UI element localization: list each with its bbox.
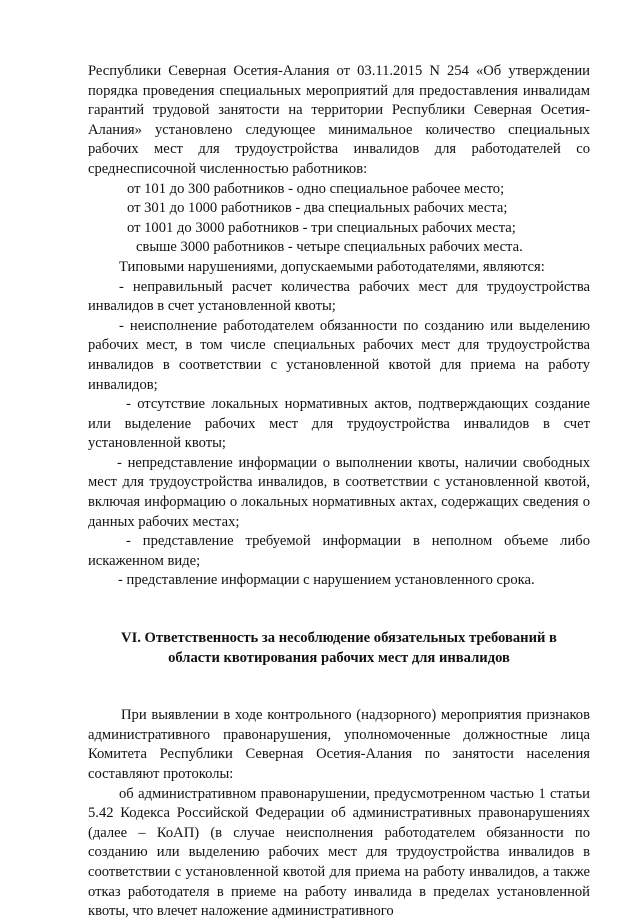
violation-item: - представление информации с нарушением установленного срока. <box>118 572 535 589</box>
quota-item: от 1001 до 3000 работников - три специальных рабочих места; <box>127 219 516 236</box>
violation-item: - отсутствие локальных нормативных актов, подтверждающих создание или выделение рабочих мест для трудоустройства инвалидов в счет установленной квоты; <box>88 396 590 452</box>
quota-item: от 301 до 1000 работников - два специальных рабочих места; <box>127 200 508 217</box>
section-heading: VI. Ответственность за несоблюдение обязательных требований в области квотирования рабочих мест для инвалидов <box>121 630 557 666</box>
violation-item: - представление требуемой информации в неполном объеме либо искаженном виде; <box>88 533 590 569</box>
violation-item: - неправильный расчет количества рабочих мест для трудоустройства инвалидов в счет установленной квоты; <box>88 278 590 315</box>
quota-item: свыше 3000 работников - четыре специальных рабочих места. <box>136 239 523 256</box>
violation-item: - непредставление информации о выполнении квоты, наличии свободных мест для трудоустройства инвалидов, в соответствии с установленной квотой, включая информацию о локальных нормативных актах, содержащих сведения о данных рабочих местах; <box>88 454 590 530</box>
body-paragraph: об административном правонарушении, предусмотренном частью 1 статьи 5.42 Кодекса Российской Федерации об административных правонарушениях (далее – КоАП) (в случае неисполнения работодателем обязанности по созданию или выделению рабочих мест для трудоустройства инвалидов в соответствии с установленной квотой для приема на работу инвалидов, а также отказ работодателя в приеме на работу инвалида в пределах установленной квоты, что влечет наложение административного <box>88 785 590 920</box>
violation-item: - неисполнение работодателем обязанности по созданию или выделению рабочих мест, в том числе специальных рабочих мест для трудоустройства инвалидов в соответствии с установленной квотой для приема на работу инвалидов; <box>88 317 590 393</box>
document-page <box>88 62 590 922</box>
intro-paragraph: Республики Северная Осетия-Алания от 03.11.2015 N 254 «Об утверждении порядка проведения специальных мероприятий для предоставления инвалидам гарантий трудовой занятости на территории Республики Северная Осетия-Алания» установлено следующее минимальное количество специальных рабочих мест для трудоустройства инвалидов для работодателей со среднесписочной численностью работников: <box>88 63 590 177</box>
violations-intro: Типовыми нарушениями, допускаемыми работодателями, являются: <box>119 258 545 275</box>
body-paragraph: При выявлении в ходе контрольного (надзорного) мероприятия признаков административного правонарушения, уполномоченные должностные лица Комитета Республики Северная Осетия-Алания по занятости населения составляют протоколы: <box>88 707 590 782</box>
quota-item: от 101 до 300 работников - одно специальное рабочее место; <box>127 180 505 197</box>
